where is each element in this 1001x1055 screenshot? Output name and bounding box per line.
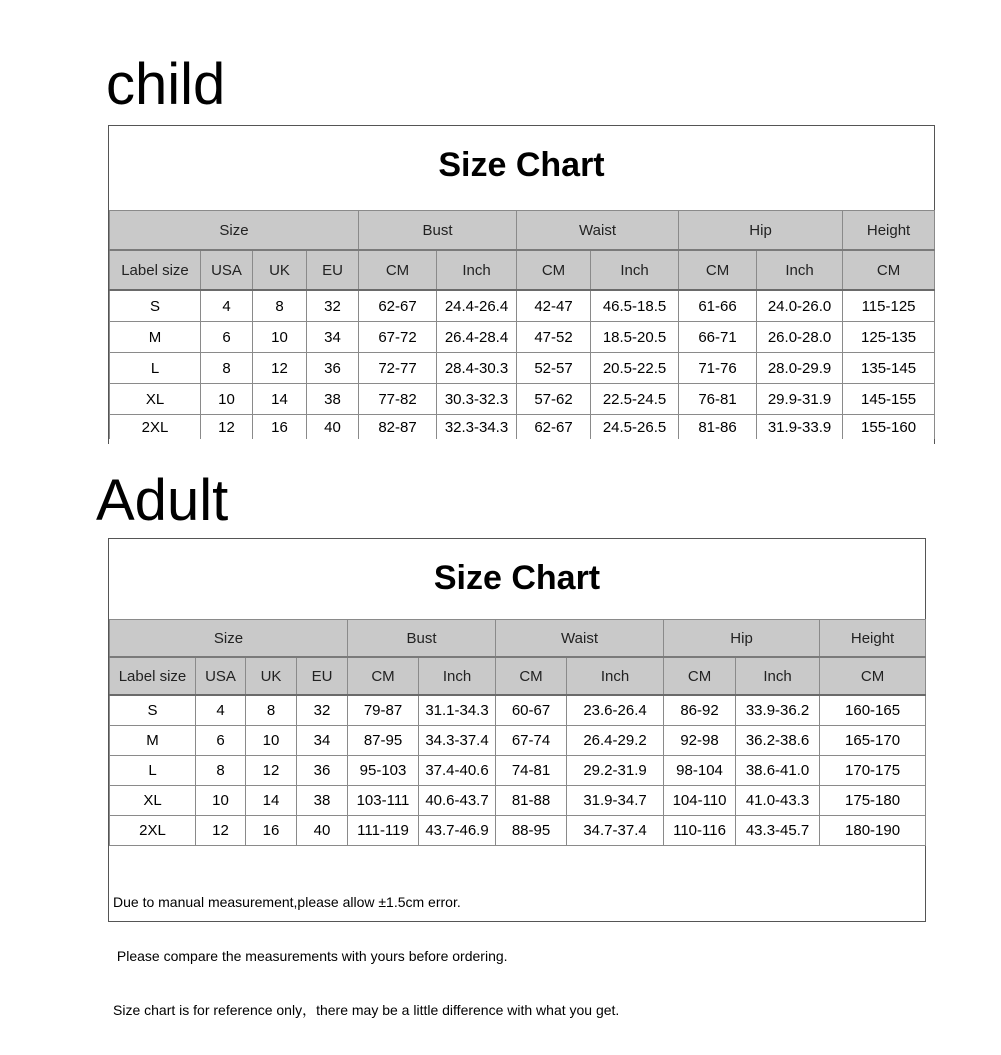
table-cell: 180-190 bbox=[820, 816, 926, 846]
table-cell: 38.6-41.0 bbox=[736, 756, 820, 786]
table-cell: 81-88 bbox=[496, 786, 567, 816]
table-cell: 28.0-29.9 bbox=[757, 353, 843, 384]
sub-header-cell: CM bbox=[496, 657, 567, 695]
table-cell: 36 bbox=[297, 756, 348, 786]
sub-header-cell: USA bbox=[196, 657, 246, 695]
table-cell: 34.7-37.4 bbox=[567, 816, 664, 846]
table-cell: 60-67 bbox=[496, 695, 567, 726]
table-cell: 22.5-24.5 bbox=[591, 384, 679, 415]
table-row bbox=[110, 726, 926, 756]
table-row bbox=[110, 786, 926, 816]
sub-header-cell: CM bbox=[679, 250, 757, 290]
adult-size-chart bbox=[108, 538, 926, 1018]
table-cell: 8 bbox=[196, 756, 246, 786]
table-cell: 92-98 bbox=[664, 726, 736, 756]
group-header-size: Size bbox=[110, 211, 359, 251]
sub-header-cell: USA bbox=[201, 250, 253, 290]
table-cell: 36.2-38.6 bbox=[736, 726, 820, 756]
sub-header-row bbox=[110, 250, 935, 290]
table-cell: 72-77 bbox=[359, 353, 437, 384]
table-cell: 34 bbox=[307, 322, 359, 353]
table-cell: 31.9-33.9 bbox=[757, 415, 843, 440]
table-cell: 4 bbox=[201, 290, 253, 322]
table-cell: 88-95 bbox=[496, 816, 567, 846]
sub-header-cell: CM bbox=[348, 657, 419, 695]
table-cell: 38 bbox=[297, 786, 348, 816]
table-cell: 34 bbox=[297, 726, 348, 756]
table-cell: 38 bbox=[307, 384, 359, 415]
table-cell: M bbox=[110, 726, 196, 756]
table-cell: XL bbox=[110, 786, 196, 816]
table-cell: 23.6-26.4 bbox=[567, 695, 664, 726]
table-cell: 12 bbox=[246, 756, 297, 786]
table-cell: 79-87 bbox=[348, 695, 419, 726]
sub-header-cell: EU bbox=[307, 250, 359, 290]
sub-header-cell: CM bbox=[517, 250, 591, 290]
table-cell: 41.0-43.3 bbox=[736, 786, 820, 816]
table-cell: M bbox=[110, 322, 201, 353]
child-size-chart bbox=[108, 125, 935, 444]
table-cell: 2XL bbox=[110, 816, 196, 846]
table-cell: 31.9-34.7 bbox=[567, 786, 664, 816]
group-header-bust: Bust bbox=[359, 211, 517, 251]
table-cell: 26.4-28.4 bbox=[437, 322, 517, 353]
sub-header-cell: Inch bbox=[437, 250, 517, 290]
table-cell: 20.5-22.5 bbox=[591, 353, 679, 384]
group-header-row bbox=[110, 211, 935, 251]
table-row bbox=[110, 353, 935, 384]
table-cell: S bbox=[110, 695, 196, 726]
table-cell: 74-81 bbox=[496, 756, 567, 786]
table-cell: 62-67 bbox=[359, 290, 437, 322]
table-cell: 10 bbox=[196, 786, 246, 816]
table-cell: 8 bbox=[253, 290, 307, 322]
table-cell: 82-87 bbox=[359, 415, 437, 440]
table-cell: 31.1-34.3 bbox=[419, 695, 496, 726]
table-cell: 104-110 bbox=[664, 786, 736, 816]
table-cell: 111-119 bbox=[348, 816, 419, 846]
sub-header-cell: Inch bbox=[591, 250, 679, 290]
table-cell: 12 bbox=[253, 353, 307, 384]
table-row bbox=[110, 695, 926, 726]
table-cell: 10 bbox=[201, 384, 253, 415]
table-cell: 160-165 bbox=[820, 695, 926, 726]
table-cell: 29.2-31.9 bbox=[567, 756, 664, 786]
table-cell: 4 bbox=[196, 695, 246, 726]
table-cell: 66-71 bbox=[679, 322, 757, 353]
sub-header-cell: Inch bbox=[736, 657, 820, 695]
group-header-hip: Hip bbox=[664, 620, 820, 658]
table-cell: XL bbox=[110, 384, 201, 415]
group-header-bust: Bust bbox=[348, 620, 496, 658]
sub-header-cell: Label size bbox=[110, 250, 201, 290]
table-cell: 71-76 bbox=[679, 353, 757, 384]
table-cell: 8 bbox=[201, 353, 253, 384]
table-cell: 95-103 bbox=[348, 756, 419, 786]
table-cell: 34.3-37.4 bbox=[419, 726, 496, 756]
table-cell: 16 bbox=[253, 415, 307, 440]
sub-header-cell: Label size bbox=[110, 657, 196, 695]
table-cell: 10 bbox=[246, 726, 297, 756]
table-cell: 40.6-43.7 bbox=[419, 786, 496, 816]
table-cell: 155-160 bbox=[843, 415, 935, 440]
table-cell: 24.5-26.5 bbox=[591, 415, 679, 440]
note-line: Due to manual measurement,please allow ±1.5cm error. bbox=[113, 894, 461, 910]
sub-header-cell: CM bbox=[820, 657, 926, 695]
table-cell: 98-104 bbox=[664, 756, 736, 786]
table-cell: 110-116 bbox=[664, 816, 736, 846]
table-cell: 12 bbox=[196, 816, 246, 846]
group-header-row bbox=[110, 620, 926, 658]
table-cell: 14 bbox=[253, 384, 307, 415]
table-cell: 86-92 bbox=[664, 695, 736, 726]
table-cell: 76-81 bbox=[679, 384, 757, 415]
table-cell: 26.0-28.0 bbox=[757, 322, 843, 353]
table-row bbox=[110, 756, 926, 786]
sub-header-cell: UK bbox=[253, 250, 307, 290]
table-cell: 37.4-40.6 bbox=[419, 756, 496, 786]
table-cell: 24.0-26.0 bbox=[757, 290, 843, 322]
table-cell: 87-95 bbox=[348, 726, 419, 756]
adult-chart-title: Size Chart bbox=[433, 559, 601, 597]
adult-section-heading: Adult bbox=[96, 468, 229, 533]
measurement-notes bbox=[113, 857, 619, 1055]
adult-size-table bbox=[109, 619, 926, 846]
table-cell: 145-155 bbox=[843, 384, 935, 415]
table-cell: L bbox=[110, 353, 201, 384]
child-size-table bbox=[109, 210, 935, 439]
group-header-hip: Hip bbox=[679, 211, 843, 251]
sub-header-cell: Inch bbox=[757, 250, 843, 290]
table-cell: 24.4-26.4 bbox=[437, 290, 517, 322]
table-cell: 30.3-32.3 bbox=[437, 384, 517, 415]
group-header-waist: Waist bbox=[496, 620, 664, 658]
table-cell: 18.5-20.5 bbox=[591, 322, 679, 353]
table-cell: 16 bbox=[246, 816, 297, 846]
table-cell: 175-180 bbox=[820, 786, 926, 816]
table-cell: 40 bbox=[297, 816, 348, 846]
table-cell: 29.9-31.9 bbox=[757, 384, 843, 415]
table-cell: 32.3-34.3 bbox=[437, 415, 517, 440]
table-cell: 26.4-29.2 bbox=[567, 726, 664, 756]
table-cell: L bbox=[110, 756, 196, 786]
table-row bbox=[110, 322, 935, 353]
table-cell: 10 bbox=[253, 322, 307, 353]
sub-header-row bbox=[110, 657, 926, 695]
table-cell: 2XL bbox=[110, 415, 201, 440]
table-row bbox=[110, 384, 935, 415]
table-cell: 8 bbox=[246, 695, 297, 726]
table-cell: 47-52 bbox=[517, 322, 591, 353]
table-row bbox=[110, 290, 935, 322]
table-cell: 103-111 bbox=[348, 786, 419, 816]
table-cell: 115-125 bbox=[843, 290, 935, 322]
table-cell: 32 bbox=[307, 290, 359, 322]
table-cell: 6 bbox=[201, 322, 253, 353]
table-row bbox=[110, 415, 935, 440]
table-cell: 40 bbox=[307, 415, 359, 440]
table-cell: 77-82 bbox=[359, 384, 437, 415]
table-cell: 67-72 bbox=[359, 322, 437, 353]
note-line: Size chart is for reference only，there may be a little difference with what you get. bbox=[113, 1002, 620, 1018]
table-cell: 36 bbox=[307, 353, 359, 384]
sub-header-cell: UK bbox=[246, 657, 297, 695]
child-section-heading: child bbox=[106, 52, 226, 117]
table-cell: 125-135 bbox=[843, 322, 935, 353]
table-cell: 28.4-30.3 bbox=[437, 353, 517, 384]
table-cell: 14 bbox=[246, 786, 297, 816]
table-cell: 165-170 bbox=[820, 726, 926, 756]
table-cell: 33.9-36.2 bbox=[736, 695, 820, 726]
table-cell: 81-86 bbox=[679, 415, 757, 440]
note-line: Please compare the measurements with yours before ordering. bbox=[113, 948, 508, 964]
table-cell: 67-74 bbox=[496, 726, 567, 756]
sub-header-cell: CM bbox=[843, 250, 935, 290]
sub-header-cell: Inch bbox=[567, 657, 664, 695]
sub-header-cell: EU bbox=[297, 657, 348, 695]
table-cell: 43.3-45.7 bbox=[736, 816, 820, 846]
child-chart-title: Size Chart bbox=[438, 146, 605, 184]
table-cell: S bbox=[110, 290, 201, 322]
table-cell: 135-145 bbox=[843, 353, 935, 384]
group-header-height: Height bbox=[820, 620, 926, 658]
table-cell: 46.5-18.5 bbox=[591, 290, 679, 322]
group-header-waist: Waist bbox=[517, 211, 679, 251]
table-cell: 32 bbox=[297, 695, 348, 726]
table-row bbox=[110, 816, 926, 846]
group-header-size: Size bbox=[110, 620, 348, 658]
table-cell: 12 bbox=[201, 415, 253, 440]
group-header-height: Height bbox=[843, 211, 935, 251]
table-cell: 57-62 bbox=[517, 384, 591, 415]
table-cell: 43.7-46.9 bbox=[419, 816, 496, 846]
table-cell: 61-66 bbox=[679, 290, 757, 322]
table-cell: 52-57 bbox=[517, 353, 591, 384]
table-cell: 62-67 bbox=[517, 415, 591, 440]
sub-header-cell: CM bbox=[359, 250, 437, 290]
sub-header-cell: Inch bbox=[419, 657, 496, 695]
table-cell: 170-175 bbox=[820, 756, 926, 786]
table-cell: 42-47 bbox=[517, 290, 591, 322]
table-cell: 6 bbox=[196, 726, 246, 756]
sub-header-cell: CM bbox=[664, 657, 736, 695]
